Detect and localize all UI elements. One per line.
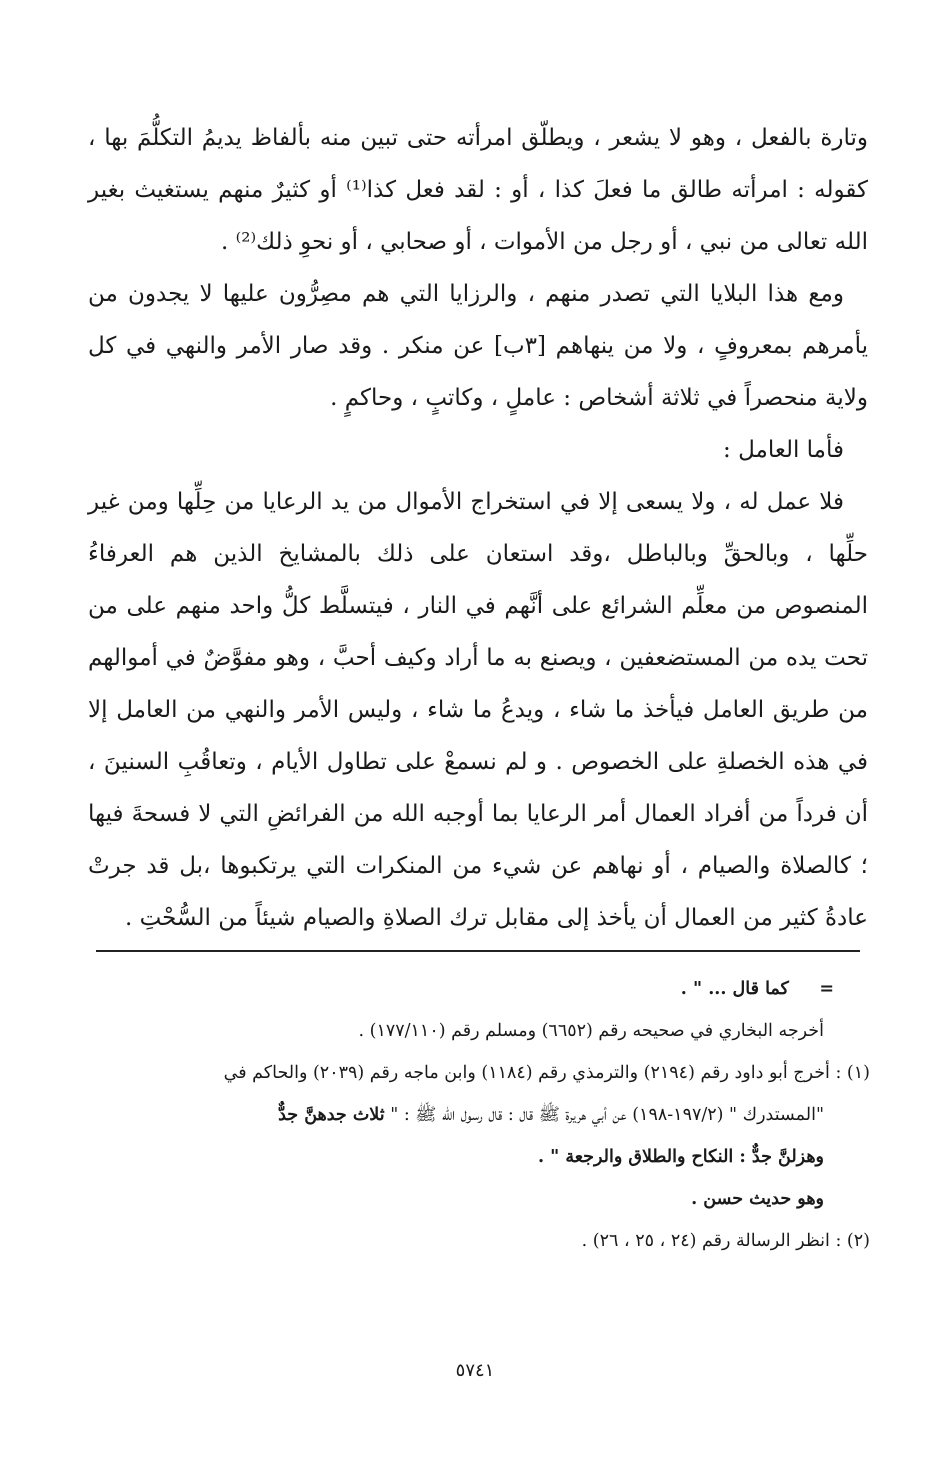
footnote-1-line: (١) : أخرج أبو داود رقم (٢١٩٤) والترمذي رقم (١١٨٤) وابن ماجه رقم (٢٠٣٩) والحاكم في <box>223 1063 870 1083</box>
footnote-continuation <box>80 968 870 1010</box>
continuation-marker: = <box>819 979 834 999</box>
main-text <box>88 112 868 944</box>
paragraph: وتارة بالفعل ، وهو لا يشعر ، ويطلّق امرأته حتى تبين منه بألفاظ يديمُ التكلُّمَ بها ، كقوله : امرأته طالق ما فعلَ كذا ، أو : لقد فعل كذا⁽¹⁾ أو كثيرٌ منهم يستغيث بغير الله تعالى من نبي ، أو رجل من الأموات ، أو صحابي ، أو نحوِ ذلك⁽²⁾ . <box>88 125 868 255</box>
footnote-2: (٢) : انظر الرسالة رقم (٢٤ ، ٢٥ ، ٢٦) . <box>581 1231 870 1251</box>
paragraph: ومع هذا البلايا التي تصدر منهم ، والرزايا التي هم مصِرُّون عليها لا يجدون من يأمرهم بمعروفٍ ، ولا من ينهاهم [٣ب] عن منكر . وقد صار الأمر والنهي في كل ولاية منحصراً في ثلاثة أشخاص : عاملٍ ، وكاتبٍ ، وحاكمٍ . <box>88 281 868 411</box>
continuation-text: كما قال ... " . <box>680 979 789 999</box>
footnotes <box>80 968 870 1262</box>
paragraph: فلا عمل له ، ولا يسعى إلا في استخراج الأموال من يد الرعايا من حِلِّها ومن غير حلِّها ، وبالحقِّ وبالباطل ،وقد استعان على ذلك بالمشايخ الذين هم العرفاءُ المنصوص من معلِّم الشرائع على أنَّهم في النار ، فيتسلَّط كلُّ واحد منهم على من تحت يده من المستضعفين ، ويصنع به ما أراد وكيف أحبَّ ، وهو مفوَّضٌ في أموالهم من طريق العامل فيأخذ ما شاء ، ويدعُ ما شاء ، وليس الأمر والنهي من العامل إلا في هذه الخصلةِ على الخصوص . و لم نسمعْ على تطاول الأيام ، وتعاقُبِ السنينَ ، أن فرداً من أفراد العمال أمر الرعايا بما أوجبه الله من الفرائضِ التي لا فسحةَ فيها ؛ كالصلاة والصيام ، أو نهاهم عن شيء من المنكرات التي يرتكبوها ،بل قد جرتْ عادةُ كثير من العمال أن يأخذ إلى مقابل ترك الصلاةِ والصيام شيئاً من السُّحْتِ . <box>88 489 868 931</box>
section-heading: فأما العامل : <box>723 437 844 463</box>
page-number: ٥٧٤١ <box>455 1360 495 1381</box>
hadith-text: ثلاث جدهنَّ جدٌّ <box>278 1105 385 1125</box>
footnote-1-line <box>80 1094 870 1136</box>
hadith-grading: وهو حديث حسن . <box>691 1189 824 1209</box>
footnote-separator <box>96 950 860 952</box>
footnote-reference: أخرجه البخاري في صحيحه رقم (٦٦٥٢) ومسلم رقم (١٧٧/١١٠) . <box>358 1021 824 1041</box>
hadith-text: وهزلنَّ جدٌّ : النكاح والطلاق والرجعة " . <box>537 1147 824 1167</box>
footnote-1-source: "المستدرك " (١٩٧/٢-١٩٨) عن أبي هريرة ﷺ قال : قال رسول الله ﷺ : " <box>390 1105 824 1125</box>
